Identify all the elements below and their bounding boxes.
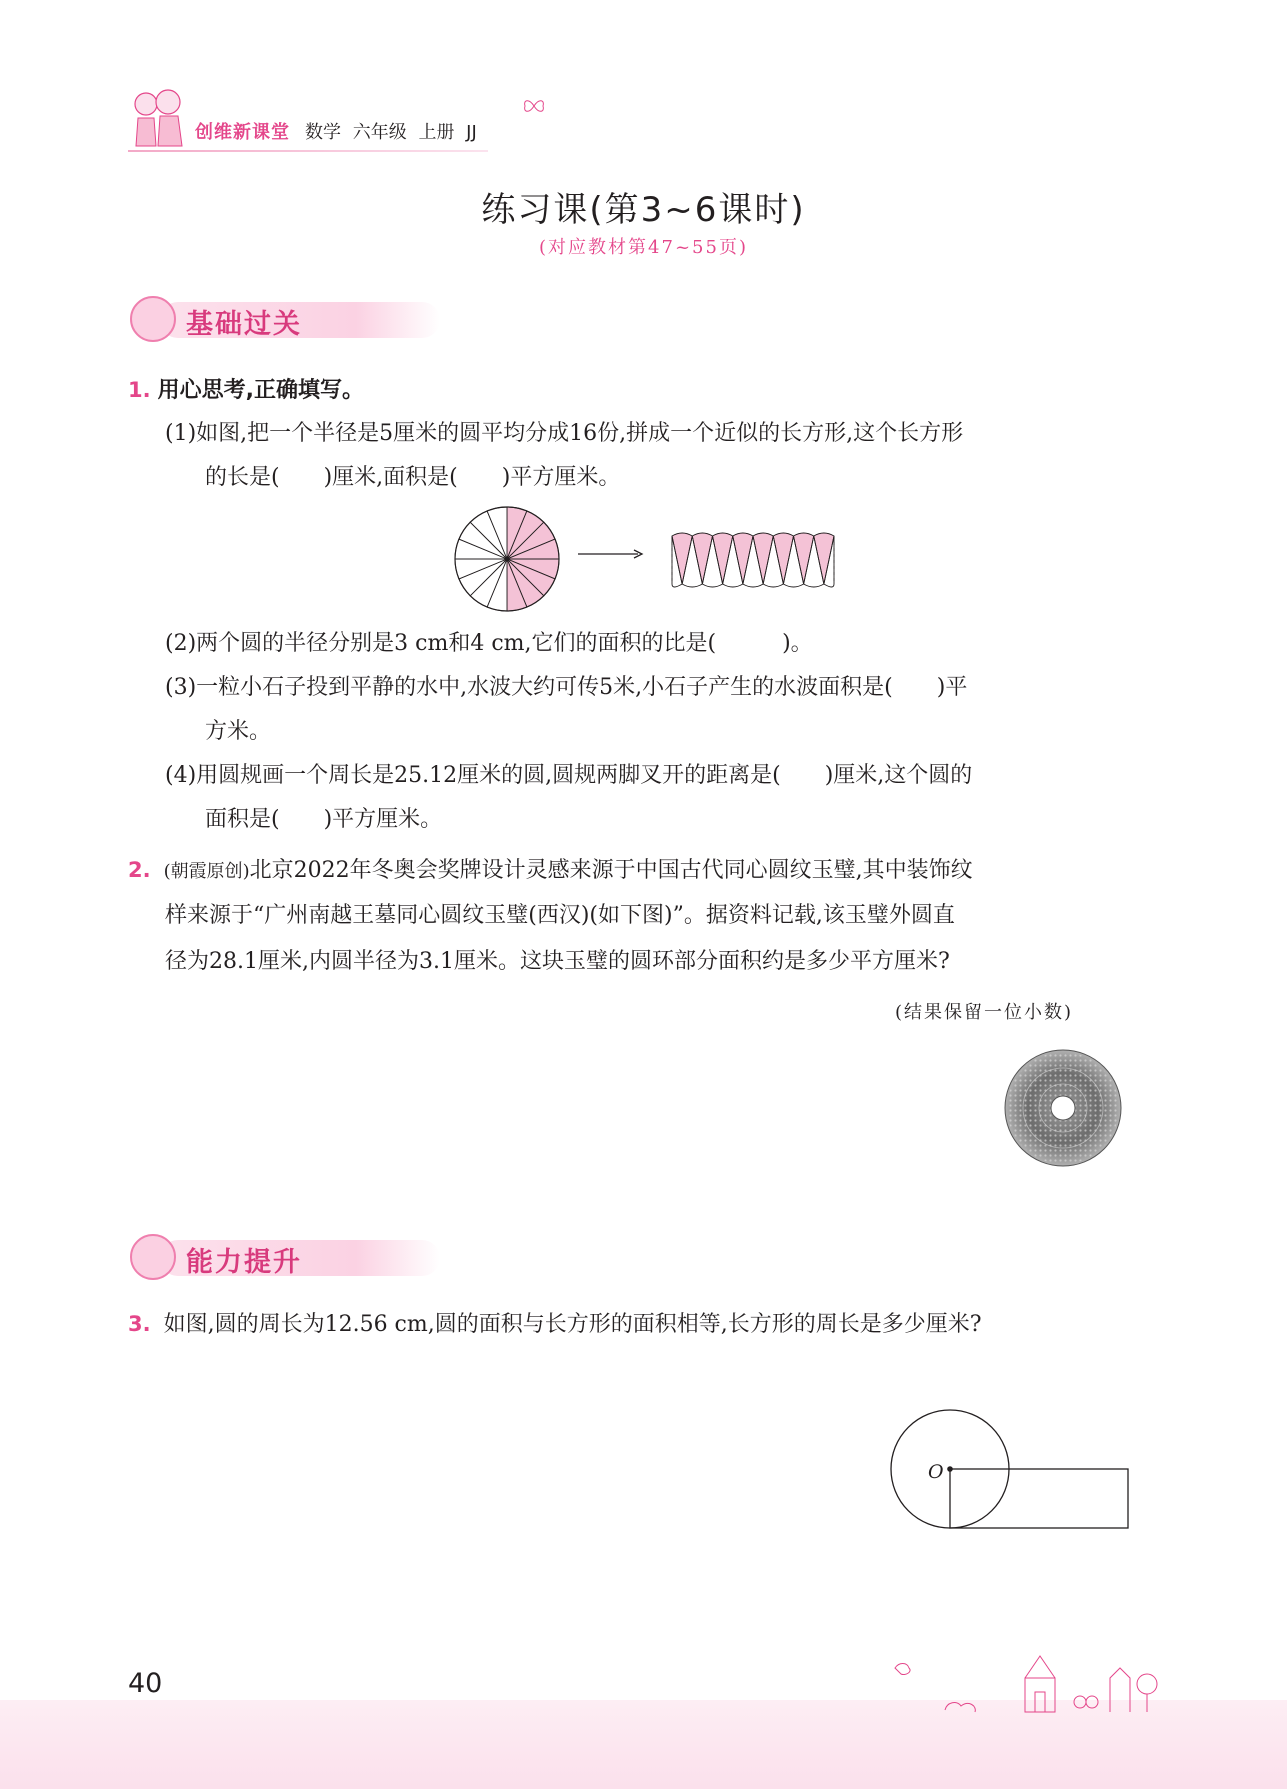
- section-banner-basic: [130, 296, 450, 342]
- q1-part2: (2)两个圆的半径分别是3 cm和4 cm,它们的面积的比是( )。: [165, 631, 813, 656]
- question-source: (朝霞原创): [163, 861, 250, 882]
- mascot-badge-icon: [130, 296, 176, 342]
- question-2-text-1: 北京2022年冬奥会奖牌设计灵感来源于中国古代同心圆纹玉璧,其中装饰纹: [249, 858, 973, 883]
- mascot-badge-icon: [130, 1234, 176, 1280]
- center-label: O: [928, 1461, 944, 1483]
- question-2-text-2: 样来源于“广州南越王墓同心圆纹玉璧(西汉)(如下图)”。据资料记载,该玉璧外圆直: [165, 903, 955, 928]
- arrow-right-icon: [578, 547, 644, 561]
- section-banner-advanced: [130, 1234, 450, 1280]
- question-number: 1.: [128, 378, 151, 402]
- question-3-text: 如图,圆的周长为12.56 cm,圆的面积与长方形的面积相等,长方形的周长是多少厘米?: [163, 1312, 982, 1337]
- page-subtitle: (对应教材第47~55页): [539, 237, 748, 258]
- question-number: 2.: [128, 858, 151, 882]
- header-mascot-icon: [128, 84, 188, 154]
- circle-rectangle-diagram: [885, 1405, 1135, 1535]
- question-1-stem-row: [128, 368, 1168, 413]
- question-2-line1: [128, 848, 973, 894]
- q1-part4-line2: 面积是( )平方厘米。: [205, 807, 443, 832]
- question-1: [128, 368, 1168, 413]
- rectangle-shape: [950, 1469, 1128, 1528]
- q1-part3-line1: (3)一粒小石子投到平静的水中,水波大约可传5米,小石子产生的水波面积是( )平: [165, 675, 968, 700]
- page-title: 练习课(第3~6课时): [481, 190, 806, 230]
- question-stem: 用心思考,正确填写。: [157, 378, 364, 403]
- sector-circle-diagram: [453, 505, 561, 613]
- jade-disc-image: [1003, 1048, 1123, 1168]
- question-2-note: (结果保留一位小数): [895, 1002, 1074, 1023]
- q1-part3-line2: 方米。: [205, 719, 272, 744]
- q1-part1-line1: (1)如图,把一个半径是5厘米的圆平均分成16份,拼成一个近似的长方形,这个长方形: [165, 421, 964, 446]
- page-number: 40: [128, 1668, 163, 1699]
- q1-part1-line2: 的长是( )厘米,面积是( )平方厘米。: [205, 465, 621, 490]
- question-2-text-3: 径为28.1厘米,内圆半径为3.1厘米。这块玉璧的圆环部分面积约是多少平方厘米?: [165, 949, 950, 974]
- approx-rectangle-diagram: [668, 530, 840, 590]
- question-number: 3.: [128, 1312, 151, 1336]
- question-3: [128, 1302, 982, 1347]
- butterfly-icon: [523, 98, 545, 114]
- brand-name: 创维新课堂: [195, 122, 290, 143]
- center-point: [947, 1466, 953, 1472]
- subject-label: 数学 六年级 上册 JJ: [305, 122, 477, 143]
- section-title: 基础过关: [186, 309, 302, 340]
- castle-decoration-icon: [885, 1648, 1165, 1718]
- header-divider: [128, 150, 488, 152]
- q1-part4-line1: (4)用圆规画一个周长是25.12厘米的圆,圆规两脚叉开的距离是( )厘米,这个圆的: [165, 763, 973, 788]
- section-title: 能力提升: [186, 1247, 302, 1278]
